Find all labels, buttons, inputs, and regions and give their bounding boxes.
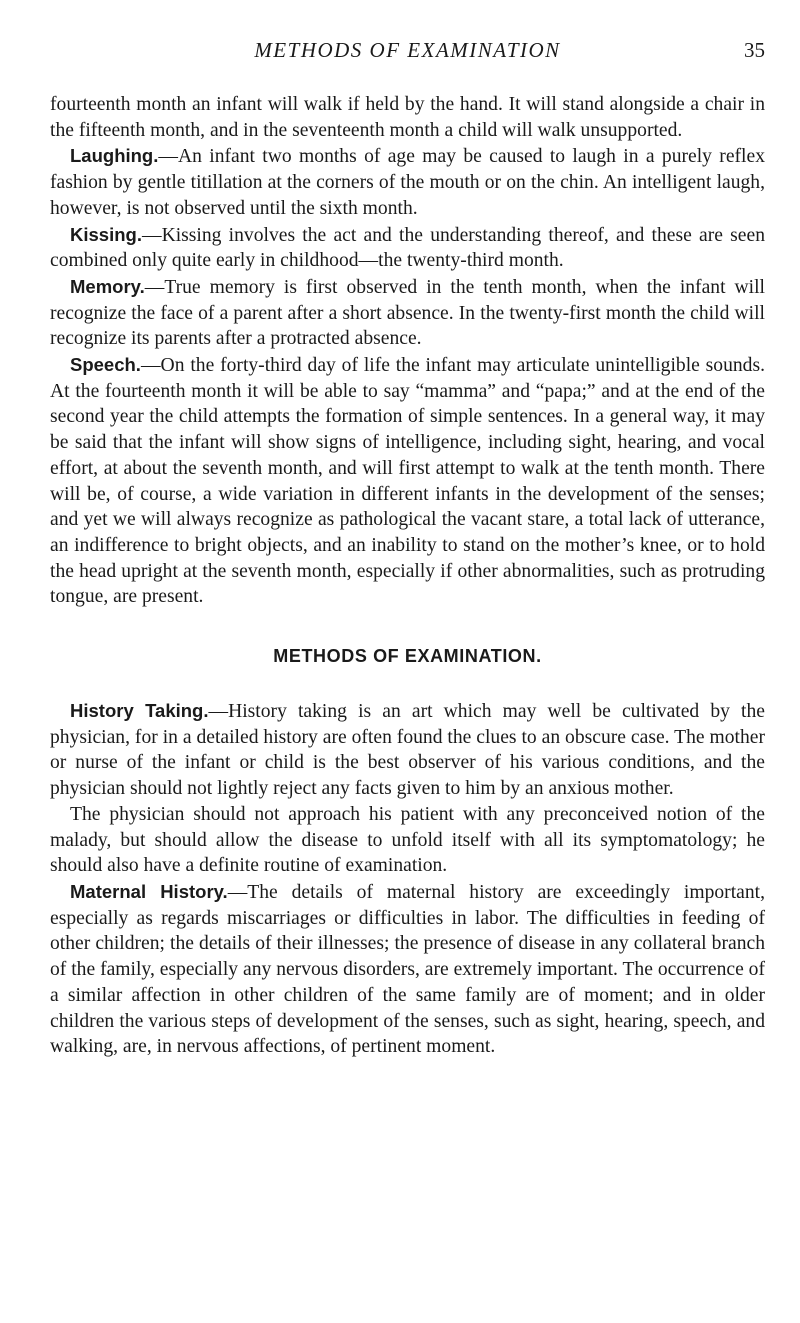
running-title: METHODS OF EXAMINATION [254, 38, 561, 62]
history-taking-paragraph [50, 698, 765, 802]
laughing-heading: Laughing. [70, 145, 159, 167]
memory-heading: Memory. [70, 275, 145, 297]
maternal-history-heading: Maternal History. [70, 880, 228, 902]
memory-text: —True memory is first observed in the tenth month, when the infant will recognize the face of a parent after a short absence. In the twenty-first month the child will recognize its parents after a protracted absence. [50, 276, 765, 350]
kissing-heading: Kissing. [70, 223, 142, 245]
maternal-history-text: —The details of maternal history are exceedingly important, especially as regards miscarriages or difficulties in labor. The difficulties in feeding of other children; the details of their illnesses; the presence of disease in any collateral branch of the family, especially any nervous disorders, are extremely important. The occurrence of a similar affection in other children of the same family are of moment; and in older children the various steps of development of the senses, such as sight, hearing, speech, and walking, are, in nervous affections, of pertinent moment. [50, 881, 765, 1058]
laughing-text: —An infant two months of age may be caused to laugh in a purely reflex fashion by gentle titillation at the corners of the mouth or on the chin. An intelligent laugh, however, is not observed until the sixth month. [50, 146, 765, 219]
opening-paragraph: fourteenth month an infant will walk if held by the hand. It will stand alongside a chair in the fifteenth month, and in the seventeenth month a child will walk unsupported. [50, 94, 765, 141]
laughing-paragraph [50, 143, 765, 221]
page-number: 35 [744, 38, 765, 62]
speech-paragraph [50, 352, 765, 610]
running-header [50, 38, 765, 78]
speech-text: —On the forty-third day of life the infant may articulate unintelligible sounds. At the fourteenth month it will be able to say “mamma” and “papa;” and at the end of the second year the child attempts the formation of simple sentences. In a general way, it may be said that the infant will show signs of intelligence, including sight, hearing, and vocal effort, at about the seventh month, and will first attempt to walk at the tenth month. There will be, of course, a wide variation in different infants in the development of the senses; and yet we will always recognize as pathological the vacant stare, a total lack of utterance, an indifference to bright objects, and an inability to stand on the mother’s knee, or to hold the head upright at the seventh month, especially if other abnormalities, such as protruding tongue, are present. [50, 355, 765, 608]
physician-paragraph: The physician should not approach his patient with any preconceived notion of the malady, but should allow the disease to unfold itself with all its symptomatology; he should also have a definite routine of examination. [50, 803, 765, 877]
kissing-paragraph [50, 222, 765, 274]
history-taking-heading: History Taking. [70, 700, 209, 722]
book-page [50, 38, 765, 1060]
maternal-history-paragraph [50, 879, 765, 1060]
speech-heading: Speech. [70, 354, 141, 376]
memory-paragraph [50, 274, 765, 352]
history-taking-text: —History taking is an art which may well be cultivated by the physician, for in a detailed history are often found the clues to an obscure case. The mother or nurse of the infant or child is the best observer of his various conditions, and the physician should not lightly reject any facts given to him by an anxious mother. [50, 701, 765, 800]
kissing-text: —Kissing involves the act and the understanding thereof, and these are seen combined only quite early in childhood—the twenty-third month. [50, 224, 765, 272]
section-heading: METHODS OF EXAMINATION. [273, 646, 542, 667]
